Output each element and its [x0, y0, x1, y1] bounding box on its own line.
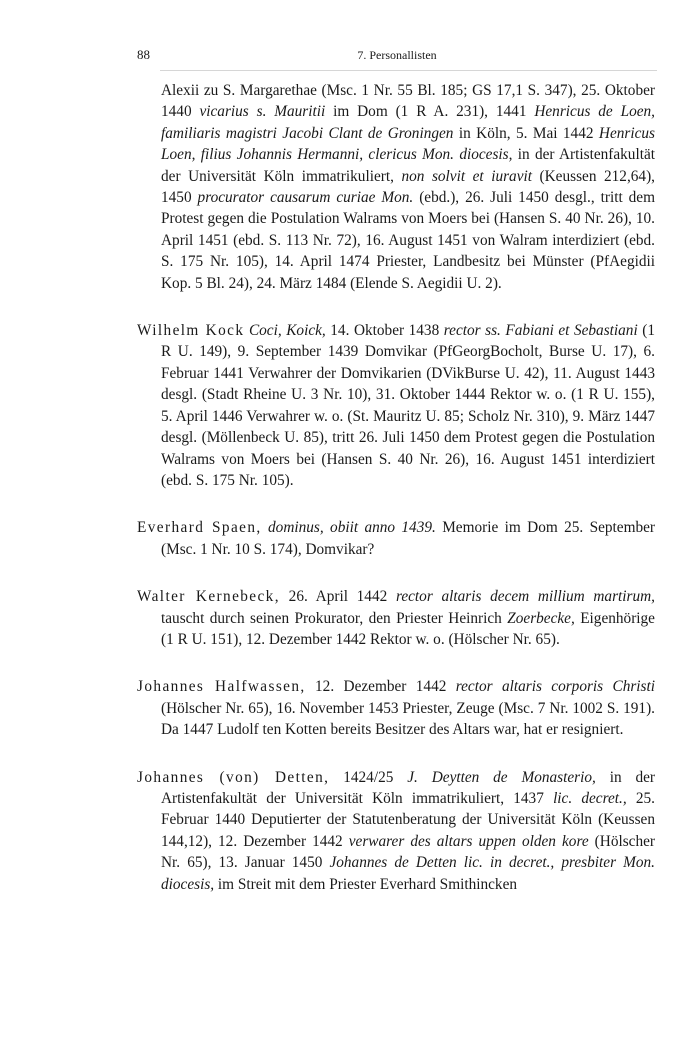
register-entry — [137, 517, 655, 560]
page-header — [137, 47, 657, 67]
register-entry — [137, 767, 655, 895]
entry-italic-text: procurator causarum curiae Mon. — [197, 189, 414, 207]
entry-text: im Dom (1 R A. 231), 1441 — [325, 103, 535, 121]
entry-text: 12. Dezember 1442 — [305, 678, 456, 696]
entry-text: (Hölscher Nr. 65), 13. Januar 1450 — [161, 832, 655, 872]
entry-italic-text: Coci, Koick, — [248, 322, 326, 340]
entry-italic-text: J. Deytten de Monasterio, — [407, 768, 596, 786]
document-body — [137, 80, 655, 921]
entry-text: 14. Oktober 1438 — [325, 322, 444, 340]
entry-text: (Hölscher Nr. 65), 16. November 1453 Priester, Zeuge (Msc. 7 Nr. 1002 S. 191). Da 1447 Ludolf ten Kotten bereits Besitzer des Altars war, hat er resigniert. — [161, 699, 655, 739]
entry-italic-text: lic. decret., — [553, 789, 627, 807]
register-entry — [137, 320, 655, 491]
entry-text: 26. April 1442 — [279, 588, 396, 606]
entry-italic-text: Zoerbecke, — [507, 609, 575, 627]
entry-text: Eigenhörige (1 R U. 151), 12. Dezember 1442 Rektor w. o. (Hölscher Nr. 65). — [161, 609, 655, 648]
entry-text: in Köln, 5. Mai 1442 — [453, 124, 599, 142]
entry-italic-text: Johannes de Detten lic. in decret., presbiter Mon. diocesis, — [161, 854, 655, 893]
entry-name: Wilhelm Kock — [137, 322, 245, 340]
entry-text: tauscht durch seinen Prokurator, den Priester Heinrich — [161, 609, 508, 627]
entry-text: (1 R U. 149), 9. September 1439 Domvikar (PfGeorgBocholt, Burse U. 17), 6. Februar 1441 Verwahrer der Domvikarien (DVikBurse U. 42), 11. August 1443 desgl. (Stadt Rheine U. 3 Nr. 10), 31. Oktober 1444 Rektor w. o. (1 R U. 155), 5. April 1446 Verwahrer w. o. (St. Mauritz U. 85; Scholz Nr. 310), 9. März 1447 desgl. (Möllenbeck U. 85), tritt 26. Juli 1450 dem Protest gegen die Postulation Walrams von Moers bei (Hansen S. 40 Nr. 26), 16. August 1451 interdiziert (ebd. S. 175 Nr. 105). — [161, 322, 656, 489]
entry-italic-text: vicarius s. Mauritii — [199, 103, 326, 121]
entry-text: (ebd.), 26. Juli 1450 desgl., tritt dem Protest gegen die Postulation Walrams von Moers bei (Hansen S. 40 Nr. 26), 10. April 1451 (ebd. S. 113 Nr. 72), 16. August 1451 von Walram interdiziert (ebd. S. 175 Nr. 105), 14. April 1474 Priester, Landbesitz bei Münster (PfAegidii Kop. 5 Bl. 24), 24. März 1484 (Elende S. Aegidii U. 2). — [161, 189, 655, 292]
entry-name: Johannes Halfwassen, — [137, 678, 306, 696]
entry-text: Alexii zu S. Margarethae (Msc. 1 Nr. 55 Bl. 185; GS 17,1 S. 347), 25. Oktober 1440 — [161, 82, 655, 121]
entry-text: in der Artistenfakultät der Universität Köln immatrikuliert, — [161, 146, 655, 185]
entry-name: Johannes (von) Detten, — [137, 768, 330, 786]
entry-text: Memorie im Dom 25. September (Msc. 1 Nr. 10 S. 174), Domvikar? — [161, 519, 656, 558]
entry-text: 25. Februar 1440 Deputierter der Statutenberatung der Universität Köln (Keussen 144,12), 12. Dezember 1442 — [161, 789, 656, 850]
register-entry — [137, 80, 655, 294]
entry-italic-text: rector ss. Fabiani et Sebastiani — [443, 322, 638, 340]
entry-name: Everhard Spaen, — [137, 519, 262, 537]
entry-italic-text: verwarer des altars uppen olden kore — [348, 832, 589, 850]
entry-italic-text: rector altaris decem millium martirum, — [395, 588, 655, 606]
entry-text: 1424/25 — [329, 768, 408, 786]
entry-name: Walter Kernebeck, — [137, 588, 280, 606]
running-title: 7. Personallisten — [357, 48, 437, 62]
entry-text: (Keussen 212,64), 1450 — [161, 167, 655, 207]
entry-italic-text: Henricus Loen, filius Johannis Hermanni, clericus Mon. diocesis, — [161, 124, 655, 164]
entry-text: im Streit mit dem Priester Everhard Smithincken — [214, 875, 518, 893]
entry-italic-text: Henricus de Loen, familiaris magistri Jacobi Clant de Groningen — [161, 103, 656, 142]
register-entry — [137, 586, 655, 650]
register-entry — [137, 676, 655, 740]
entry-text: in der Artistenfakultät der Universität Köln immatrikuliert, 1437 — [161, 768, 655, 807]
page-number: 88 — [137, 47, 150, 62]
header-rule — [160, 70, 657, 71]
entry-italic-text: dominus, obiit anno 1439. — [268, 519, 436, 537]
entry-italic-text: rector altaris corporis Christi — [455, 678, 656, 696]
entry-italic-text: non solvit et iuravit — [401, 167, 532, 185]
